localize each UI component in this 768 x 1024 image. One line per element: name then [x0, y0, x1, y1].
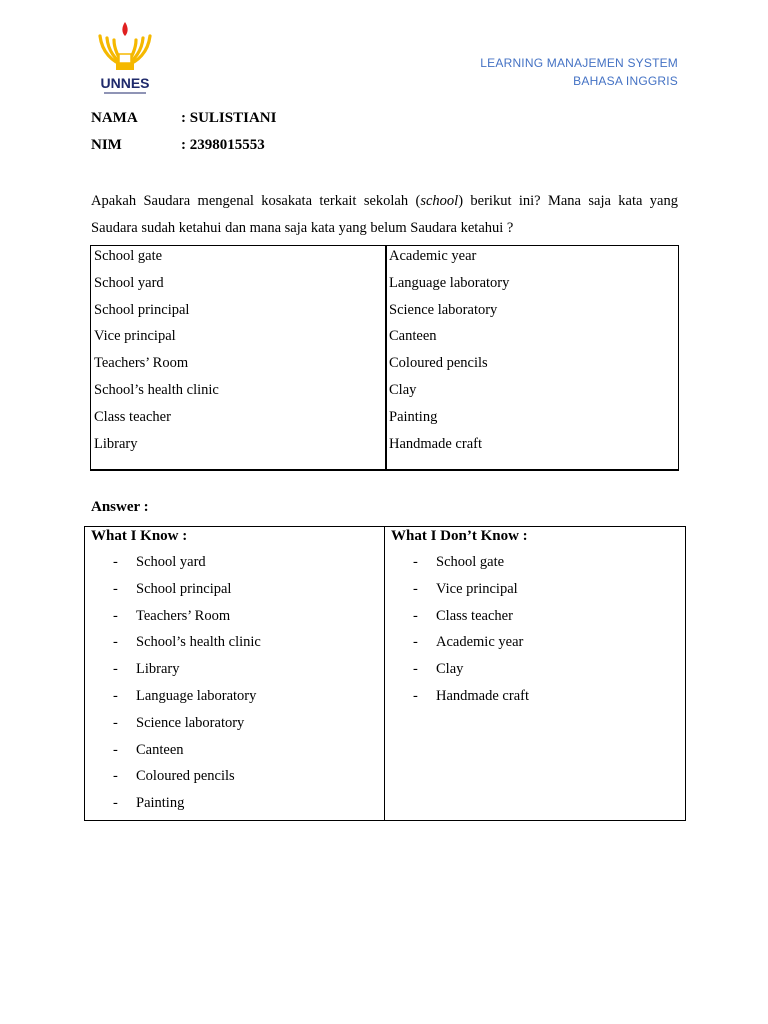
vocabulary-item: Painting: [389, 408, 438, 425]
vocabulary-item: Class teacher: [94, 408, 171, 425]
bullet-dash: -: [113, 634, 118, 651]
answer-item-text: Coloured pencils: [136, 768, 235, 785]
answer-table: [84, 526, 686, 821]
header-course-title: BAHASA INGGRIS: [573, 74, 678, 88]
answer-item-text: Vice principal: [436, 580, 518, 597]
logo-text: UNNES: [100, 75, 150, 91]
vocabulary-item: Academic year: [389, 248, 477, 264]
vocabulary-item: School gate: [94, 248, 163, 264]
bullet-dash: -: [113, 661, 118, 678]
answer-list-item: [391, 633, 528, 660]
bullet-dash: -: [413, 554, 418, 570]
vocabulary-item: School yard: [94, 274, 164, 291]
vocabulary-left-column: [94, 246, 219, 460]
answer-list-item: [391, 660, 528, 687]
what-i-dont-know-list: [391, 553, 528, 714]
question-after: ) berikut ini? Mana saja kata yang Saudara sudah ketahui dan mana saja kata yang belum Saudara ketahui ?: [91, 193, 678, 236]
bullet-dash: -: [413, 607, 418, 624]
bullet-dash: -: [113, 795, 118, 812]
name-label: NAMA: [91, 110, 138, 126]
bullet-dash: -: [413, 634, 418, 651]
vocabulary-right-column: [389, 246, 509, 460]
answer-item-text: Library: [136, 661, 180, 678]
answer-list-item: [391, 687, 528, 714]
vocabulary-item: Clay: [389, 381, 417, 398]
answer-item-text: School principal: [136, 580, 232, 597]
answer-divider: [384, 527, 385, 820]
answer-label: Answer :: [91, 499, 149, 515]
answer-item-text: Class teacher: [436, 607, 513, 624]
answer-list-item: [91, 687, 257, 714]
vocabulary-item: Library: [94, 435, 138, 452]
answer-list-item: [91, 607, 231, 634]
nim-value: : 2398015553: [181, 137, 265, 153]
what-i-dont-know-column: [391, 527, 528, 714]
what-i-know-column: [91, 527, 261, 821]
bullet-dash: -: [413, 661, 418, 678]
answer-list-item: [391, 580, 528, 607]
header-system-title: LEARNING MANAJEMEN SYSTEM: [480, 56, 678, 70]
answer-list-item: [91, 660, 187, 687]
answer-item-text: School’s health clinic: [136, 634, 261, 651]
bullet-dash: -: [113, 741, 118, 758]
answer-list-item: [391, 607, 528, 634]
answer-item-text: Teachers’ Room: [136, 607, 231, 624]
question-text: [91, 188, 678, 242]
answer-item-text: School yard: [136, 554, 206, 570]
answer-item-text: Language laboratory: [136, 687, 257, 704]
vocabulary-item: Handmade craft: [389, 435, 482, 452]
bullet-dash: -: [113, 768, 118, 785]
what-i-dont-know-heading: What I Don’t Know :: [391, 528, 528, 544]
answer-list-item: [391, 553, 528, 580]
vocabulary-item: Language laboratory: [389, 274, 510, 291]
bullet-dash: -: [113, 580, 118, 597]
vocabulary-item: Vice principal: [94, 328, 176, 345]
vocabulary-item: School principal: [94, 301, 190, 318]
answer-list-item: [91, 794, 187, 821]
vocabulary-table: [90, 245, 679, 471]
answer-item-text: School gate: [436, 554, 505, 570]
bullet-dash: -: [113, 554, 118, 570]
vocabulary-item: School’s health clinic: [94, 381, 219, 398]
answer-list-item: [91, 767, 235, 794]
vocabulary-divider: [385, 246, 387, 469]
answer-item-text: Painting: [136, 795, 185, 812]
bullet-dash: -: [113, 687, 118, 704]
answer-item-text: Handmade craft: [436, 687, 529, 704]
what-i-know-list: [91, 553, 261, 821]
unnes-logo: [92, 14, 158, 98]
what-i-know-heading: What I Know :: [91, 528, 188, 544]
vocabulary-item: Science laboratory: [389, 301, 498, 318]
vocabulary-item: Teachers’ Room: [94, 355, 189, 372]
bullet-dash: -: [413, 580, 418, 597]
vocabulary-item: Coloured pencils: [389, 355, 488, 372]
answer-list-item: [91, 553, 206, 580]
nim-label: NIM: [91, 137, 122, 153]
question-italic: school: [420, 193, 459, 209]
answer-item-text: Canteen: [136, 741, 184, 758]
vocabulary-item: Canteen: [389, 328, 437, 345]
question-before: Apakah Saudara mengenal kosakata terkait sekolah (: [91, 193, 421, 209]
name-value: : SULISTIANI: [181, 110, 277, 126]
answer-list-item: [91, 714, 245, 741]
answer-list-item: [91, 633, 261, 660]
answer-list-item: [91, 741, 187, 768]
bullet-dash: -: [413, 687, 418, 704]
answer-item-text: Science laboratory: [136, 714, 245, 731]
answer-list-item: [91, 580, 232, 607]
answer-item-text: Clay: [436, 661, 464, 678]
bullet-dash: -: [113, 607, 118, 624]
bullet-dash: -: [113, 714, 118, 731]
answer-item-text: Academic year: [436, 634, 524, 651]
